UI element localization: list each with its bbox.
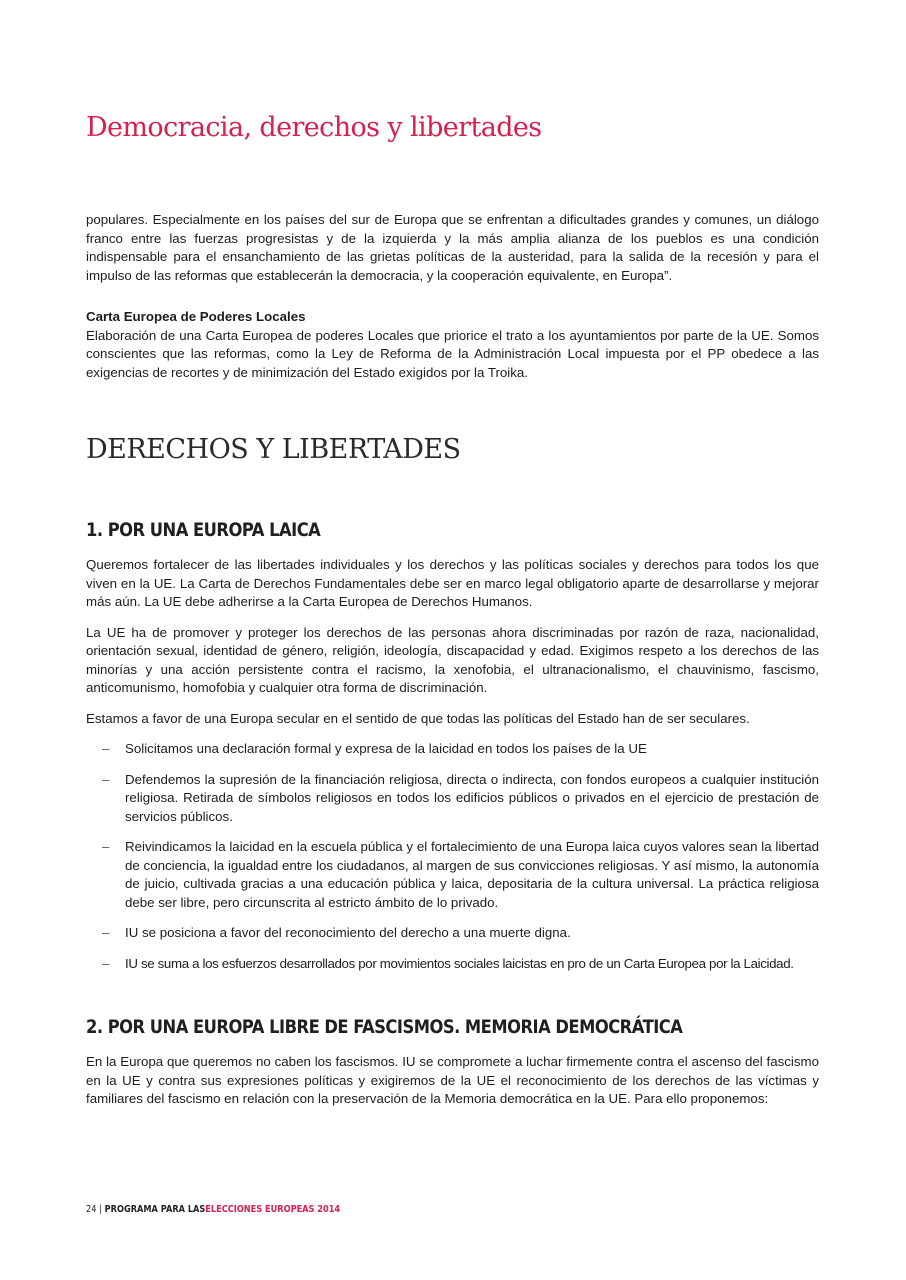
list-item xyxy=(86,924,819,943)
list-item-text: IU se posiciona a favor del reconocimiento del derecho a una muerte digna. xyxy=(125,925,571,940)
list-item xyxy=(86,740,819,759)
footer-highlight: ELECCIONES EUROPEAS 2014 xyxy=(205,1204,341,1215)
dash-bullet: – xyxy=(102,741,110,756)
section2-paragraph: En la Europa que queremos no caben los fascismos. IU se compromete a luchar firmemente contra el ascenso del fascismo en la UE y contra sus expresiones políticas y exigiremos de la UE el reconocimiento de los derechos de las víctimas y familiares del fascismo en relación con la preservación de la Memoria democrática en la UE. Para ello proponemos: xyxy=(86,1054,819,1106)
running-head: Democracia, derechos y libertades xyxy=(86,112,542,143)
page-footer xyxy=(86,1204,340,1215)
list-item xyxy=(86,838,819,912)
section1-paragraph-2: La UE ha de promover y proteger los derechos de las personas ahora discriminadas por razón de raza, nacionalidad, orientación sexual, identidad de género, religión, ideología, discapacidad y edad. Exigimos respeto a los derechos de las minorías y una acción persistente contra el racismo, la xenofobia, el ultranacionalismo, el chauvinismo, fascismo, anticomunismo, homofobia y cualquier otra forma de discriminación. xyxy=(86,624,819,695)
list-item xyxy=(86,771,819,827)
section1-heading: 1. POR UNA EUROPA LAICA xyxy=(86,519,321,541)
carta-heading: Carta Europea de Poderes Locales xyxy=(86,309,306,324)
section1-paragraph-3: Estamos a favor de una Europa secular en el sentido de que todas las políticas del Estado han de ser seculares. xyxy=(86,710,750,726)
dash-bullet: – xyxy=(102,925,110,940)
list-item-text: Defendemos la supresión de la financiación religiosa, directa o indirecta, con fondos europeos a cualquier institución religiosa. Retirada de símbolos religiosos en todos los edificios públicos o privados en el ejercicio de prestación de servicios públicos. xyxy=(125,771,819,824)
intro-paragraph: populares. Especialmente en los países del sur de Europa que se enfrentan a dificultades grandes y comunes, un diálogo franco entre las fuerzas progresistas y de la izquierda y la más amplia alianza de los pueblos es una condición indispensable para el ensanchamiento de las grietas políticas de la austeridad, para la salida de la recesión y para el impulso de las reformas que establecerán la democracia, y la cooperación equivalente, en Europa”. xyxy=(86,212,819,283)
dash-bullet: – xyxy=(102,955,110,971)
footer-label: PROGRAMA PARA LAS xyxy=(104,1204,206,1215)
laicidad-list xyxy=(86,740,819,973)
dash-bullet: – xyxy=(102,839,110,854)
section2-heading: 2. POR UNA EUROPA LIBRE DE FASCISMOS. MEMORIA DEMOCRÁTICA xyxy=(86,1016,683,1038)
list-item xyxy=(86,955,819,974)
section-title: DERECHOS Y LIBERTADES xyxy=(86,434,461,465)
page-content xyxy=(86,211,819,1109)
list-item-text: IU se suma a los esfuerzos desarrollados por movimientos sociales laicistas en pro de un Carta Europea por la Laicidad. xyxy=(125,955,794,971)
page-number: 24 | xyxy=(86,1204,102,1215)
dash-bullet: – xyxy=(102,771,110,787)
carta-body: Elaboración de una Carta Europea de poderes Locales que priorice el trato a los ayuntamientos por parte de la UE. Somos conscientes que las reformas, como la Ley de Reforma de la Administración Local impuesta por el PP obedece a las exigencias de recortes y de minimización del Estado exigidos por la Troika. xyxy=(86,327,819,380)
list-item-text: Solicitamos una declaración formal y expresa de la laicidad en todos los países de la UE xyxy=(125,741,647,756)
list-item-text: Reivindicamos la laicidad en la escuela pública y el fortalecimiento de una Europa laica cuyos valores sean la libertad de conciencia, la igualdad entre los ciudadanos, al margen de sus convicciones religiosas. Y así mismo, la autonomía de juicio, cultivada gracias a una educación pública y laica, depositaria de la cultura universal. La práctica religiosa debe ser libre, pero circunscrita al estricto ámbito de lo privado. xyxy=(125,839,819,910)
section1-paragraph-1: Queremos fortalecer de las libertades individuales y los derechos y las políticas sociales y derechos para todos los que viven en la UE. La Carta de Derechos Fundamentales debe ser en marco legal obligatorio aparte de desarrollarse y mejorar más aún. La UE debe adherirse a la Carta Europea de Derechos Humanos. xyxy=(86,557,819,609)
carta-block xyxy=(86,308,819,382)
